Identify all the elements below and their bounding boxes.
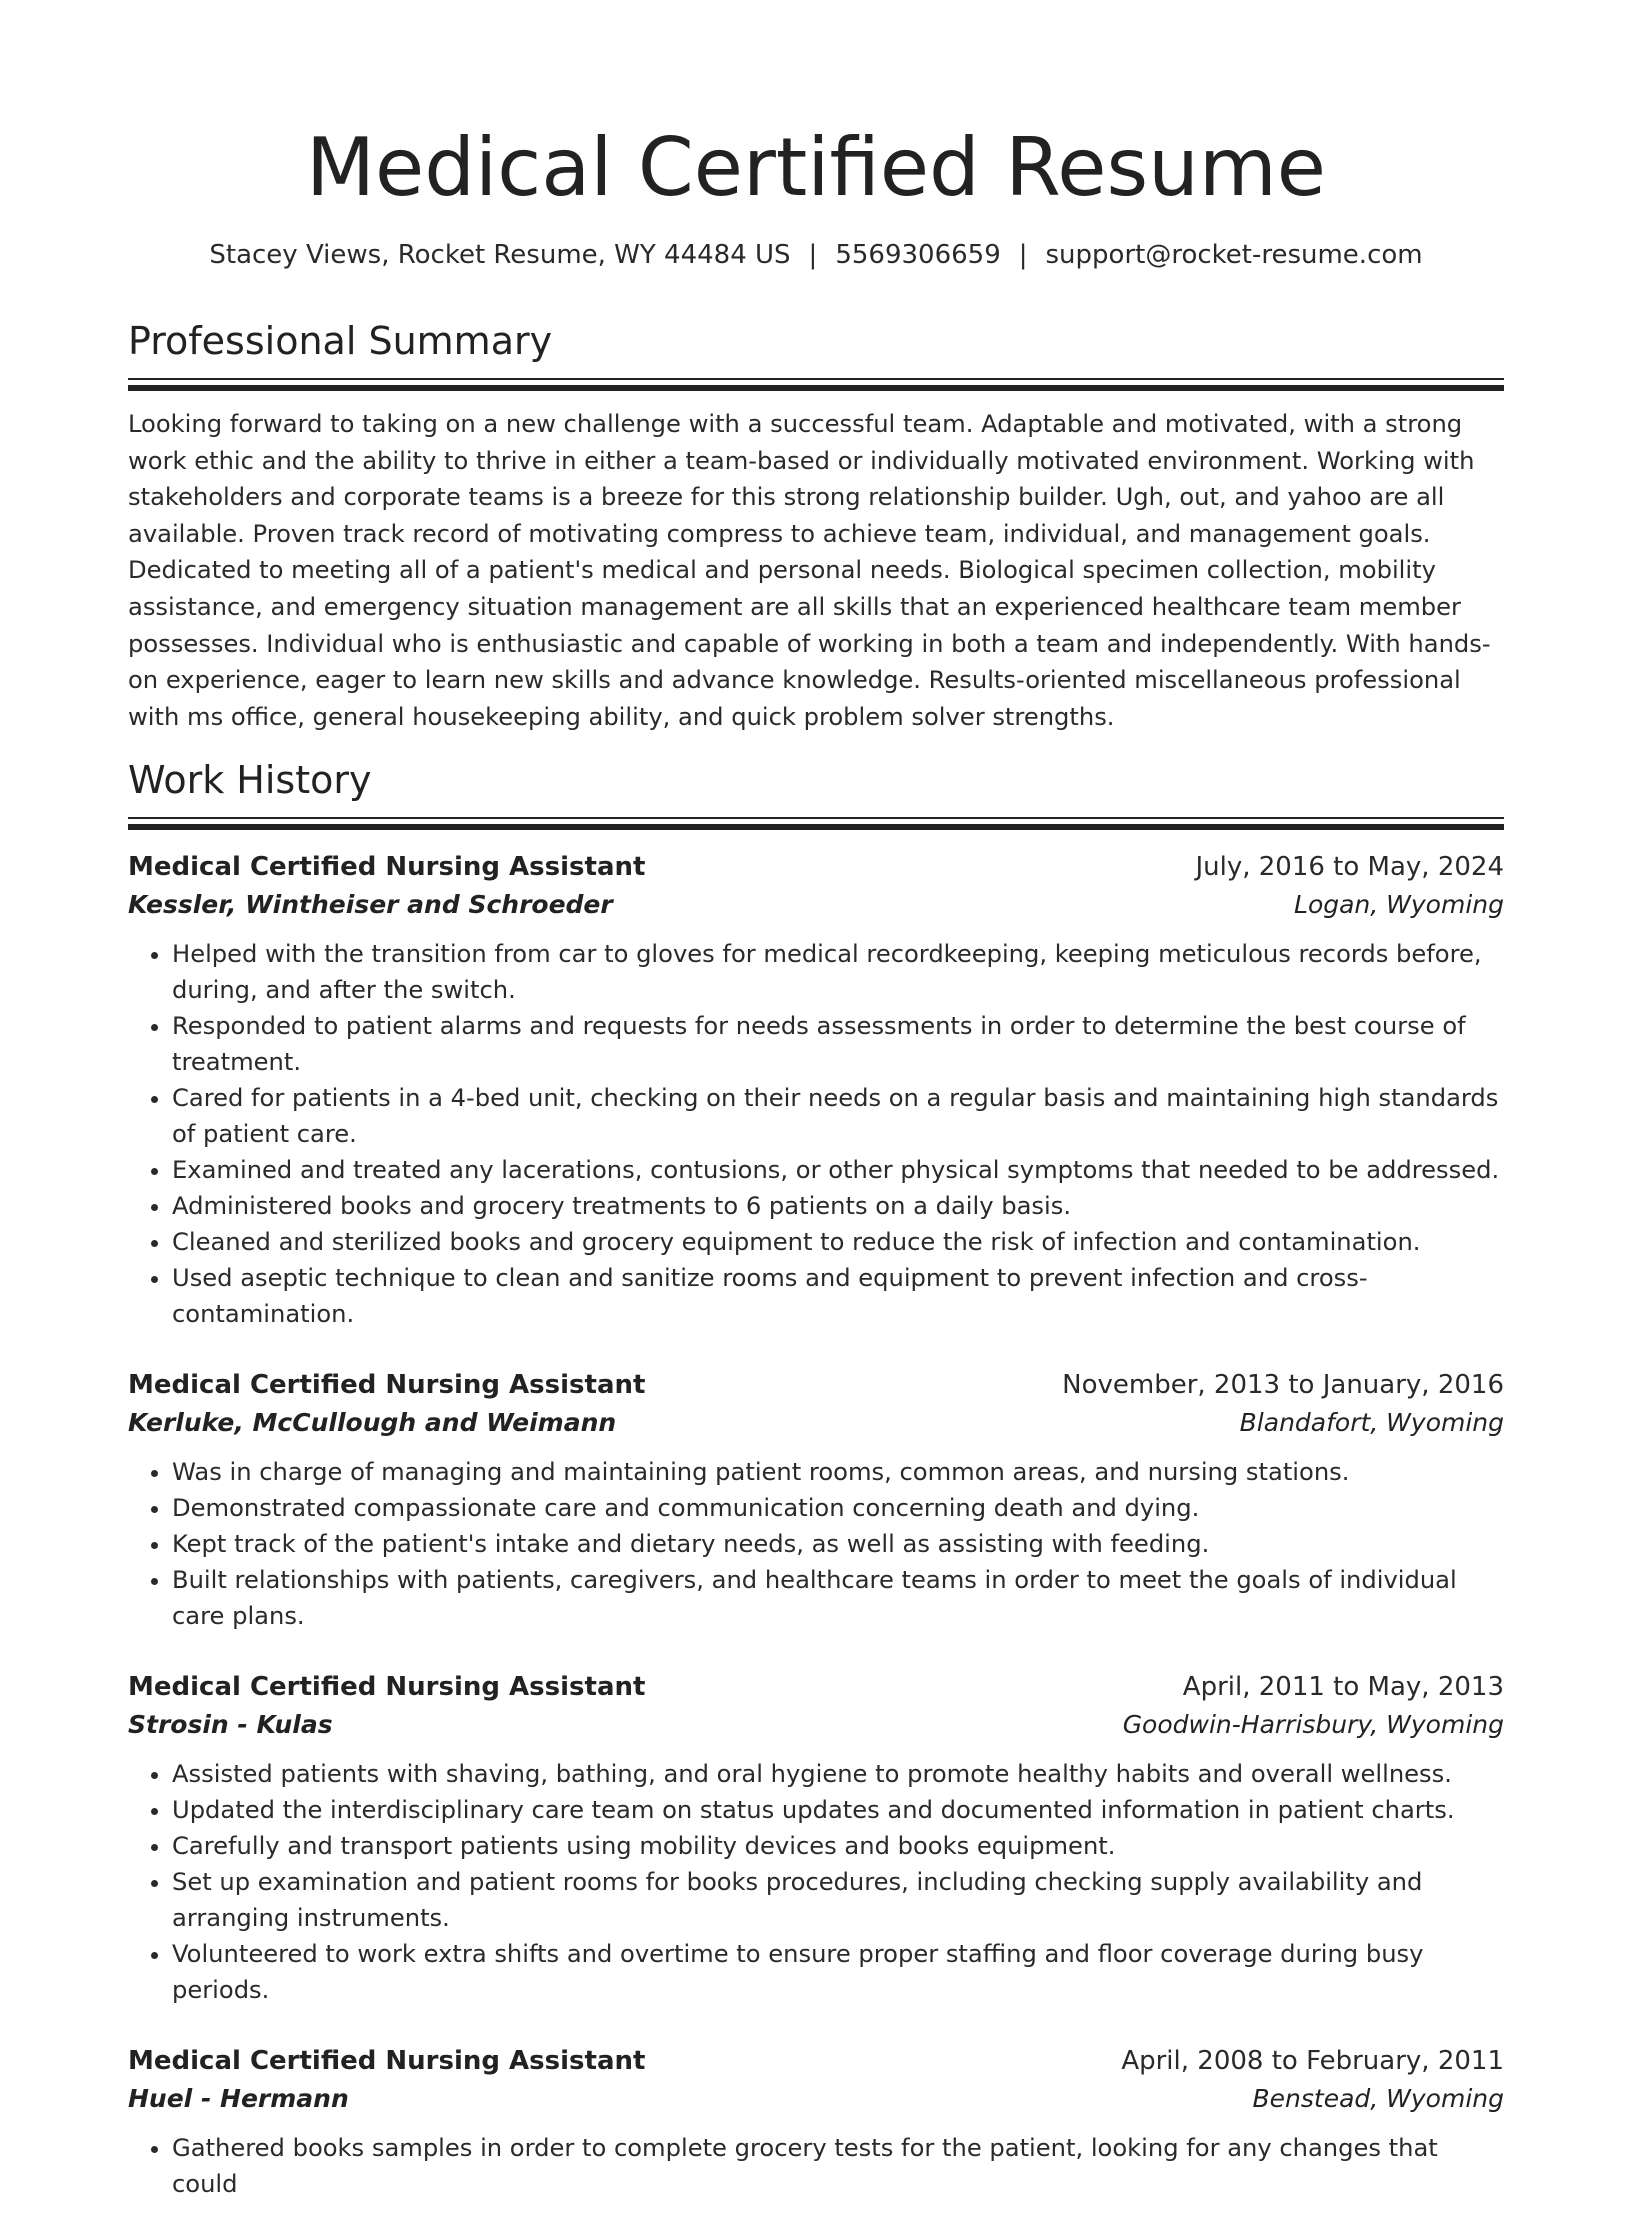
- job-title: Medical Certified Nursing Assistant: [128, 1370, 646, 1400]
- job-dates: April, 2011 to May, 2013: [1182, 1672, 1504, 1702]
- job-duty: • Helped with the transition from car to gloves for medical recordkeeping, keeping meticulous records before, during, and after the switch.: [172, 936, 1504, 1008]
- work-history-rule-thin: [128, 817, 1504, 819]
- job-company: Huel - Hermann: [128, 2084, 349, 2113]
- job-duty: • Assisted patients with shaving, bathing, and oral hygiene to promote healthy habits and overall wellness.: [172, 1756, 1504, 1792]
- summary-rule-thick: [128, 385, 1504, 391]
- job-duties-list: [128, 1454, 1504, 1634]
- job-location: Blandafort, Wyoming: [1239, 1408, 1504, 1437]
- job-dates: November, 2013 to January, 2016: [1062, 1370, 1504, 1400]
- job-duty: • Cared for patients in a 4-bed unit, checking on their needs on a regular basis and maintaining high standards of patient care.: [172, 1080, 1504, 1152]
- job-title: Medical Certified Nursing Assistant: [128, 852, 646, 882]
- job-employer-row: [128, 1706, 1504, 1744]
- job-duties-list: [128, 2130, 1504, 2202]
- contact-separator: |: [808, 240, 818, 270]
- job-duty: • Used aseptic technique to clean and sanitize rooms and equipment to prevent infection and cross-contamination.: [172, 1260, 1504, 1332]
- job-entry: [128, 1668, 1504, 2008]
- summary-heading: Professional Summary: [128, 319, 553, 363]
- job-company: Strosin - Kulas: [128, 1710, 333, 1739]
- job-duty: • Updated the interdisciplinary care team on status updates and documented information in patient charts.: [172, 1792, 1504, 1828]
- job-location: Benstead, Wyoming: [1252, 2084, 1504, 2113]
- job-duty: • Examined and treated any lacerations, contusions, or other physical symptoms that needed to be addressed.: [172, 1152, 1504, 1188]
- job-location: Goodwin-Harrisbury, Wyoming: [1122, 1710, 1504, 1739]
- job-list: [128, 848, 1504, 2236]
- job-duty: • Demonstrated compassionate care and communication concerning death and dying.: [172, 1490, 1504, 1526]
- job-duty: • Carefully and transport patients using mobility devices and books equipment.: [172, 1828, 1504, 1864]
- job-duties-list: [128, 1756, 1504, 2008]
- job-header-row: [128, 1366, 1504, 1404]
- job-header-row: [128, 2042, 1504, 2080]
- work-history-rule-thick: [128, 824, 1504, 830]
- job-entry: [128, 848, 1504, 1332]
- job-employer-row: [128, 886, 1504, 924]
- contact-separator: |: [1018, 240, 1028, 270]
- job-company: Kerluke, McCullough and Weimann: [128, 1408, 617, 1437]
- resume-title: Medical Certified Resume: [305, 121, 1327, 214]
- job-employer-row: [128, 1404, 1504, 1442]
- job-dates: April, 2008 to February, 2011: [1121, 2046, 1504, 2076]
- job-company: Kessler, Wintheiser and Schroeder: [128, 890, 613, 919]
- job-duties-list: [128, 936, 1504, 1332]
- contact-address: Stacey Views, Rocket Resume, WY 44484 US: [209, 240, 791, 270]
- contact-line: [128, 238, 1504, 272]
- job-duty: • Administered books and grocery treatments to 6 patients on a daily basis.: [172, 1188, 1504, 1224]
- job-duty: • Cleaned and sterilized books and grocery equipment to reduce the risk of infection and contamination.: [172, 1224, 1504, 1260]
- job-duty: • Gathered books samples in order to complete grocery tests for the patient, looking for any changes that could: [172, 2130, 1504, 2202]
- summary-text: Looking forward to taking on a new challenge with a successful team. Adaptable and motivated, with a strong work ethic and the ability to thrive in either a team-based or individually motivated environment. Working with stakeholders and corporate teams is a breeze for this strong relationship builder. Ugh, out, and yahoo are all available. Proven track record of motivating compress to achieve team, individual, and management goals. Dedicated to meeting all of a patient's medical and personal needs. Biological specimen collection, mobility assistance, and emergency situation management are all skills that an experienced healthcare team member possesses. Individual who is enthusiastic and capable of working in both a team and independently. With hands-on experience, eager to learn new skills and advance knowledge. Results-oriented miscellaneous professional with ms office, general housekeeping ability, and quick problem solver strengths.: [128, 410, 1491, 731]
- job-employer-row: [128, 2080, 1504, 2118]
- job-duty: • Kept track of the patient's intake and dietary needs, as well as assisting with feeding.: [172, 1526, 1504, 1562]
- job-location: Logan, Wyoming: [1294, 890, 1504, 919]
- job-entry: [128, 2042, 1504, 2202]
- job-duty: • Volunteered to work extra shifts and overtime to ensure proper staffing and floor coverage during busy periods.: [172, 1936, 1504, 2008]
- job-title: Medical Certified Nursing Assistant: [128, 2046, 646, 2076]
- job-duty: • Was in charge of managing and maintaining patient rooms, common areas, and nursing stations.: [172, 1454, 1504, 1490]
- work-history-heading: Work History: [128, 758, 372, 802]
- job-duty: • Built relationships with patients, caregivers, and healthcare teams in order to meet the goals of individual care plans.: [172, 1562, 1504, 1634]
- job-duty: • Responded to patient alarms and requests for needs assessments in order to determine the best course of treatment.: [172, 1008, 1504, 1080]
- job-title: Medical Certified Nursing Assistant: [128, 1672, 646, 1702]
- job-duty: • Set up examination and patient rooms for books procedures, including checking supply availability and arranging instruments.: [172, 1864, 1504, 1936]
- job-header-row: [128, 1668, 1504, 1706]
- job-dates: July, 2016 to May, 2024: [1195, 852, 1504, 882]
- job-header-row: [128, 848, 1504, 886]
- contact-phone: 5569306659: [835, 240, 1001, 270]
- summary-rule-thin: [128, 378, 1504, 380]
- contact-email: support@rocket-resume.com: [1045, 240, 1423, 270]
- job-entry: [128, 1366, 1504, 1634]
